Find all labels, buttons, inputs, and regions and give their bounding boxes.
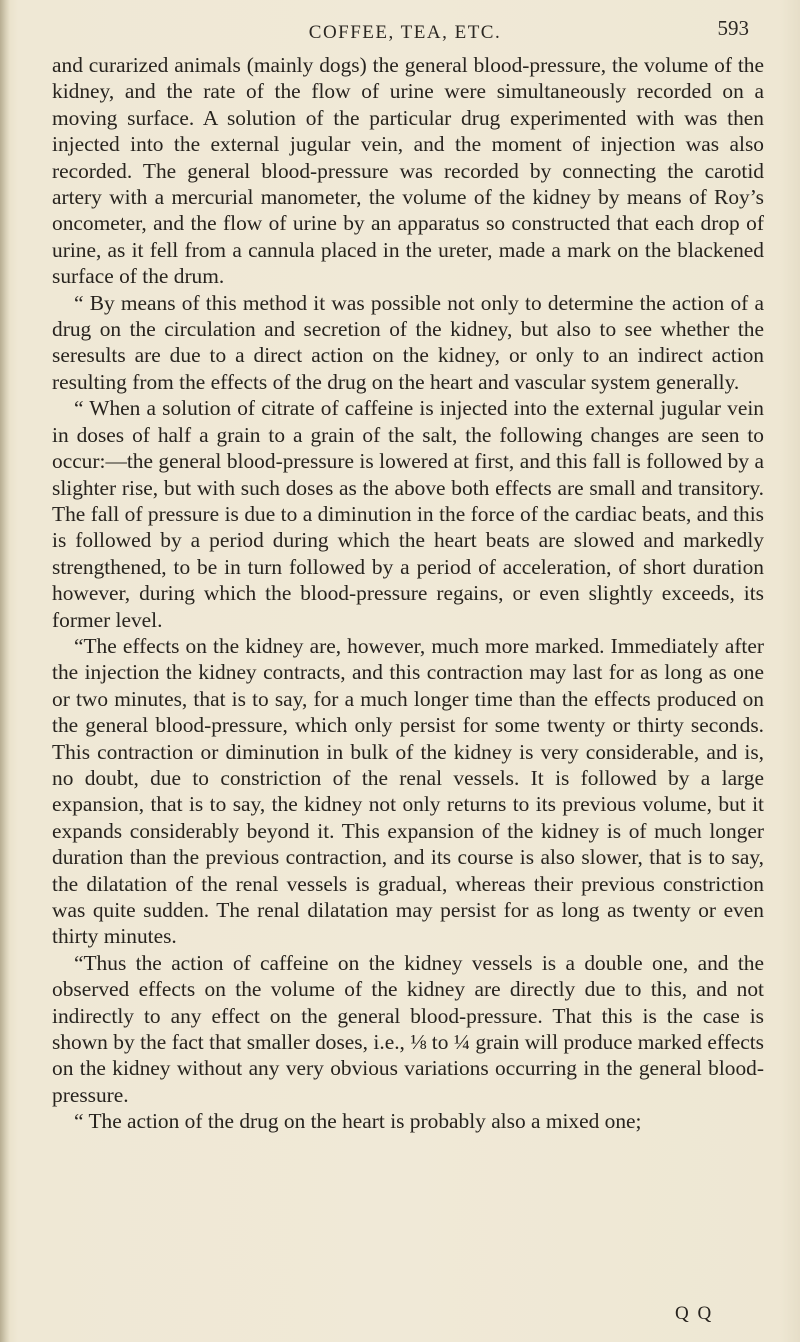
paragraph-kidney-effects: “The effects on the kidney are, however, much more marked. Immediately after the injection the kidney contracts, and this contraction may last for as long as one or two minutes, that is to say, for a much longer time than the effects produced on the general blood-pressure, which only persist for some twenty or thirty seconds. This contraction or diminution in bulk of the kidney is very considerable, and is, no doubt, due to constriction of the renal vessels. It is followed by a large expansion, that is to say, the kidney not only returns to its previous volume, but it expands considerably beyond it. This expansion of the kidney is of much longer duration than the previous contraction, and its course is also slower, that is to say, the dilatation of the renal vessels is gradual, whereas their previous constriction was quite sudden. The renal dilatation may persist for as long as twenty or even thirty minutes. — [52, 633, 764, 949]
body-text — [52, 52, 764, 1135]
paragraph-double-action: “Thus the action of caffeine on the kidney vessels is a double one, and the observed effects on the volume of the kidney are directly due to this, and not indirectly to any effect on the general blood-pressure. That this is the case is shown by the fact that smaller doses, i.e., ⅛ to ¼ grain will produce marked effects on the kidney without any very obvious variations occurring in the general blood-pressure. — [52, 950, 764, 1107]
signature-mark: Q Q — [675, 1303, 714, 1324]
paragraph-heart-action: “ The action of the drug on the heart is probably also a mixed one; — [74, 1109, 642, 1134]
paragraph-blood-pressure-changes: “ When a solution of citrate of caffeine is injected into the external jugular vein in doses of half a grain to a grain of the salt, the following changes are seen to occur:—the general blood-pressure is lowered at first, and this fall is followed by a slighter rise, but with such doses as the above both effects are small and transitory. The fall of pressure is due to a diminution in the force of the cardiac beats, and this is followed by a period during which the heart beats are slowed and markedly strengthened, to be in turn followed by a period of acceleration, of short duration however, during which the blood-pressure regains, or even slightly exceeds, its former level. — [52, 396, 764, 632]
running-title: COFFEE, TEA, ETC. — [308, 22, 502, 43]
paragraph-method-purpose: “ By means of this method it was possible not only to determine the action of a drug on the circulation and secretion of the kidney, but also to see whether the seresults are due to a direct action on the kidney, or only to an indirect action resulting from the effects of the drug on the heart and vascular system generally. — [52, 290, 764, 394]
running-head — [55, 14, 755, 54]
page-number: 593 — [717, 16, 749, 40]
paragraph-experiment-setup: and curarized animals (mainly dogs) the general blood-pressure, the volume of the kidney, and the rate of the flow of urine were simultaneously recorded on a moving surface. A solution of the particular drug experimented with was then injected into the external jugular vein, and the moment of injection was also recorded. The general blood-pressure was recorded by connecting the carotid artery with a mercurial manometer, the volume of the kidney by means of Roy’s oncometer, and the flow of urine by an apparatus so constructed that each drop of urine, as it fell from a cannula placed in the ureter, made a mark on the blackened surface of the drum. — [52, 53, 764, 289]
binding-gutter-shadow — [0, 0, 10, 1342]
